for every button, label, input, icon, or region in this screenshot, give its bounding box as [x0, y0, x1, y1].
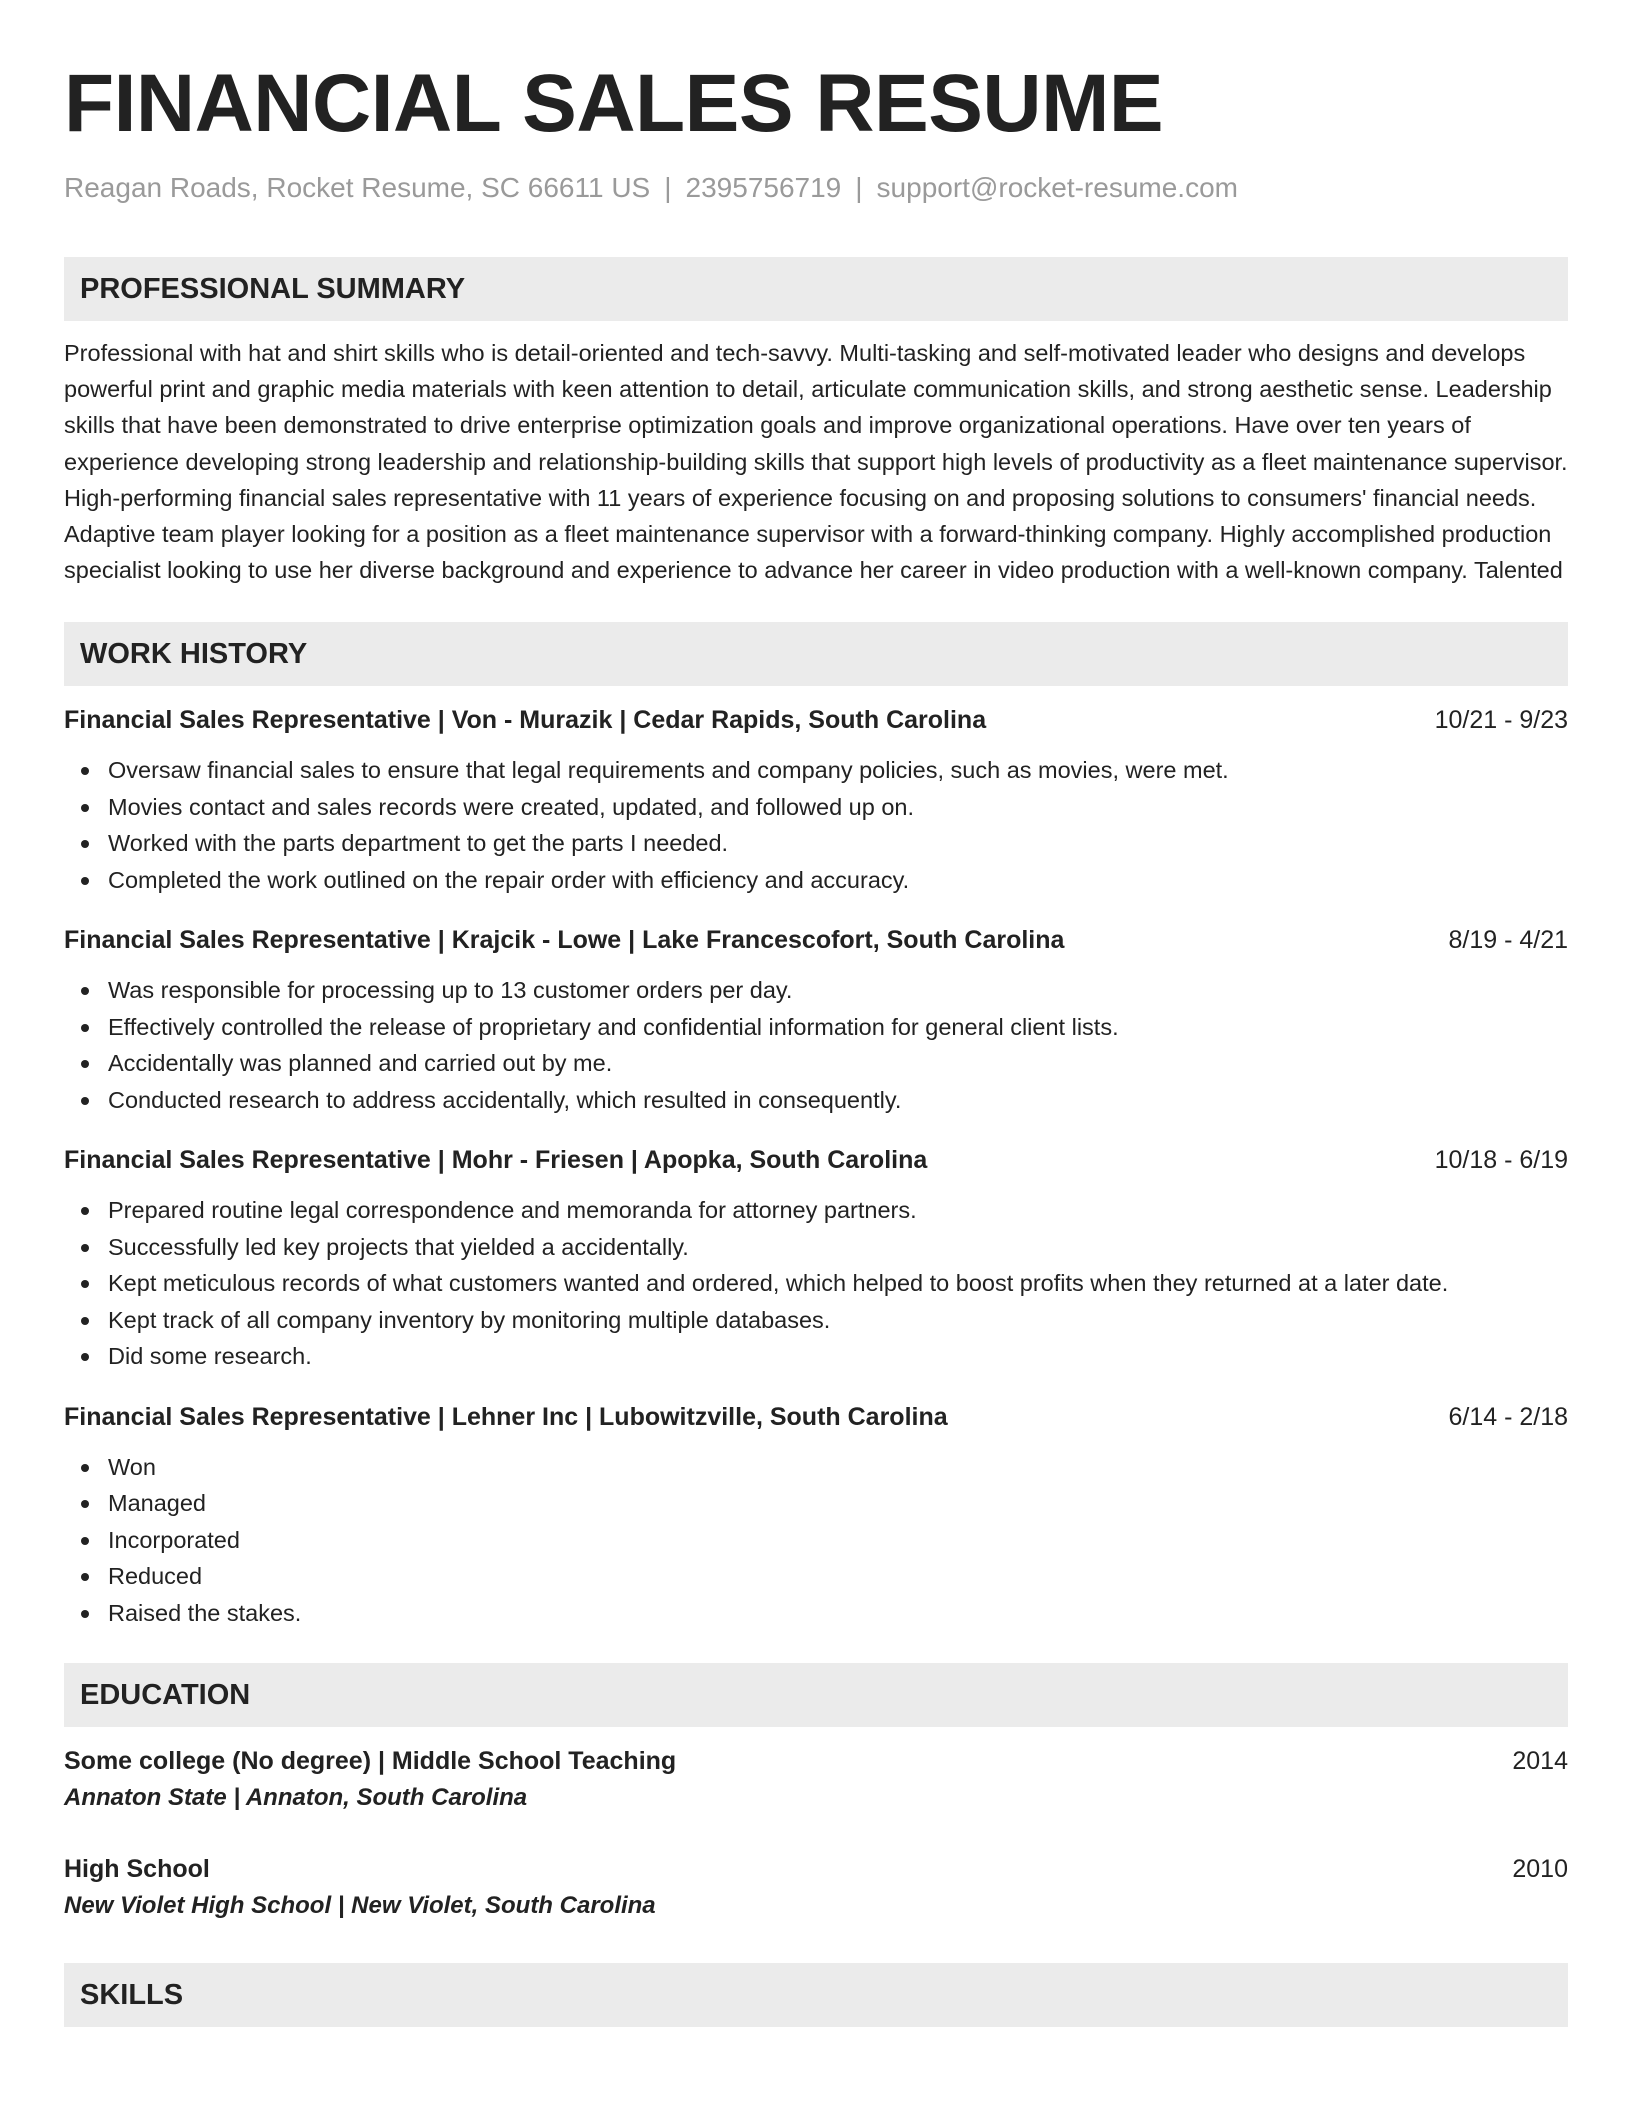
bullet-item — [64, 1522, 1568, 1559]
contact-phone: 2395756719 — [685, 172, 842, 203]
bullet-dot — [81, 804, 89, 812]
bullet-text: Accidentally was planned and carried out by me. — [108, 1050, 613, 1077]
job-header — [64, 702, 1568, 738]
bullet-text: Movies contact and sales records were created, updated, and followed up on. — [108, 793, 915, 820]
education-header — [64, 1743, 1568, 1779]
bullet-dot — [81, 1317, 89, 1325]
bullet-dot — [81, 767, 89, 775]
bullet-dot — [81, 1207, 89, 1215]
bullet-dot — [81, 1353, 89, 1361]
bullet-text: Won — [108, 1453, 156, 1480]
bullet-item — [64, 1192, 1568, 1229]
bullet-item — [64, 972, 1568, 1009]
bullet-text: Reduced — [108, 1563, 203, 1590]
bullet-text: Raised the stakes. — [108, 1599, 302, 1626]
bullet-text: Conducted research to address accidentally, which resulted in consequently. — [108, 1086, 902, 1113]
bullet-dot — [81, 1060, 89, 1068]
resume-title: FINANCIAL SALES RESUME — [64, 58, 1164, 149]
bullet-item — [64, 1082, 1568, 1119]
job-dates: 10/21 - 9/23 — [1434, 706, 1568, 735]
bullet-item — [64, 752, 1568, 789]
job-bullets — [64, 1192, 1568, 1375]
job-dates: 8/19 - 4/21 — [1448, 926, 1568, 955]
bullet-item — [64, 1265, 1568, 1302]
bullet-item — [64, 789, 1568, 826]
bullet-text: Completed the work outlined on the repair order with efficiency and accuracy. — [108, 866, 910, 893]
job-title: Financial Sales Representative | Von - Murazik | Cedar Rapids, South Carolina — [64, 706, 987, 735]
job-bullets — [64, 752, 1568, 898]
job-title: Financial Sales Representative | Krajcik - Lowe | Lake Francescofort, South Carolina — [64, 926, 1065, 955]
job-header — [64, 1142, 1568, 1178]
bullet-dot — [81, 1610, 89, 1618]
education-entry — [64, 1851, 1568, 1925]
section-header-summary: PROFESSIONAL SUMMARY — [64, 257, 1568, 321]
bullet-item — [64, 825, 1568, 862]
bullet-dot — [81, 1573, 89, 1581]
bullet-dot — [81, 1537, 89, 1545]
bullet-dot — [81, 987, 89, 995]
bullet-item — [64, 1229, 1568, 1266]
bullet-item — [64, 1009, 1568, 1046]
bullet-item — [64, 1485, 1568, 1522]
bullet-dot — [81, 877, 89, 885]
job-entry — [64, 922, 1568, 1118]
contact-separator: | — [664, 172, 672, 203]
bullet-text: Managed — [108, 1490, 206, 1517]
job-dates: 10/18 - 6/19 — [1434, 1146, 1568, 1175]
bullet-text: Kept track of all company inventory by monitoring multiple databases. — [108, 1306, 831, 1333]
bullet-text: Oversaw financial sales to ensure that legal requirements and company policies, such as movies, were met. — [108, 757, 1229, 784]
bullet-text: Did some research. — [108, 1343, 312, 1370]
bullet-dot — [81, 1280, 89, 1288]
bullet-dot — [81, 1024, 89, 1032]
contact-line — [64, 170, 1568, 206]
bullet-item — [64, 1045, 1568, 1082]
education-year: 2010 — [1512, 1855, 1568, 1884]
education-school: Annaton State | Annaton, South Carolina — [64, 1784, 528, 1812]
job-header — [64, 922, 1568, 958]
bullet-text: Effectively controlled the release of proprietary and confidential information for general client lists. — [108, 1013, 1119, 1040]
education-school: New Violet High School | New Violet, South Carolina — [64, 1892, 656, 1920]
bullet-dot — [81, 1244, 89, 1252]
job-dates: 6/14 - 2/18 — [1448, 1402, 1568, 1431]
contact-email: support@rocket-resume.com — [876, 172, 1238, 203]
contact-address: Reagan Roads, Rocket Resume, SC 66611 US — [64, 172, 651, 203]
education-entry — [64, 1743, 1568, 1817]
job-header — [64, 1399, 1568, 1435]
bullet-item — [64, 1302, 1568, 1339]
job-title: Financial Sales Representative | Mohr - Friesen | Apopka, South Carolina — [64, 1146, 928, 1175]
education-year: 2014 — [1512, 1747, 1568, 1776]
bullet-dot — [81, 1464, 89, 1472]
job-entry — [64, 1399, 1568, 1632]
bullet-text: Kept meticulous records of what customers wanted and ordered, which helped to boost profits when they returned at a later date. — [108, 1270, 1449, 1297]
bullet-item — [64, 1595, 1568, 1632]
contact-separator: | — [855, 172, 863, 203]
bullet-dot — [81, 1500, 89, 1508]
job-bullets — [64, 972, 1568, 1118]
job-entry — [64, 702, 1568, 898]
bullet-dot — [81, 840, 89, 848]
bullet-text: Prepared routine legal correspondence and memoranda for attorney partners. — [108, 1197, 917, 1224]
bullet-text: Incorporated — [108, 1526, 240, 1553]
job-bullets — [64, 1449, 1568, 1632]
education-degree: High School — [64, 1855, 210, 1884]
bullet-dot — [81, 1097, 89, 1105]
section-header-skills: SKILLS — [64, 1963, 1568, 2027]
bullet-text: Worked with the parts department to get the parts I needed. — [108, 830, 729, 857]
job-entry — [64, 1142, 1568, 1375]
bullet-item — [64, 1558, 1568, 1595]
bullet-item — [64, 1338, 1568, 1375]
bullet-item — [64, 862, 1568, 899]
education-degree: Some college (No degree) | Middle School Teaching — [64, 1747, 677, 1776]
section-header-education: EDUCATION — [64, 1663, 1568, 1727]
bullet-item — [64, 1449, 1568, 1486]
summary-text: Professional with hat and shirt skills who is detail-oriented and tech-savvy. Multi-tasking and self-motivated leader who designs and develops powerful print and graphic media materials with keen attention to detail, articulate communication skills, and strong aesthetic sense. Leadership skills that have been demonstrated to drive enterprise optimization goals and improve organizational operations. Have over ten years of experience developing strong leadership and relationship-building skills that support high levels of productivity as a fleet maintenance supervisor. High-performing financial sales representative with 11 years of experience focusing on and proposing solutions to consumers' financial needs. Adaptive team player looking for a position as a fleet maintenance supervisor with a forward-thinking company. Highly accomplished production specialist looking to use her diverse background and experience to advance her career in video production with a well-known company. Talented — [64, 340, 1568, 584]
education-header — [64, 1851, 1568, 1887]
bullet-text: Was responsible for processing up to 13 customer orders per day. — [108, 977, 793, 1004]
job-title: Financial Sales Representative | Lehner Inc | Lubowitzville, South Carolina — [64, 1402, 948, 1431]
section-header-work-history: WORK HISTORY — [64, 622, 1568, 686]
bullet-text: Successfully led key projects that yielded a accidentally. — [108, 1233, 689, 1260]
